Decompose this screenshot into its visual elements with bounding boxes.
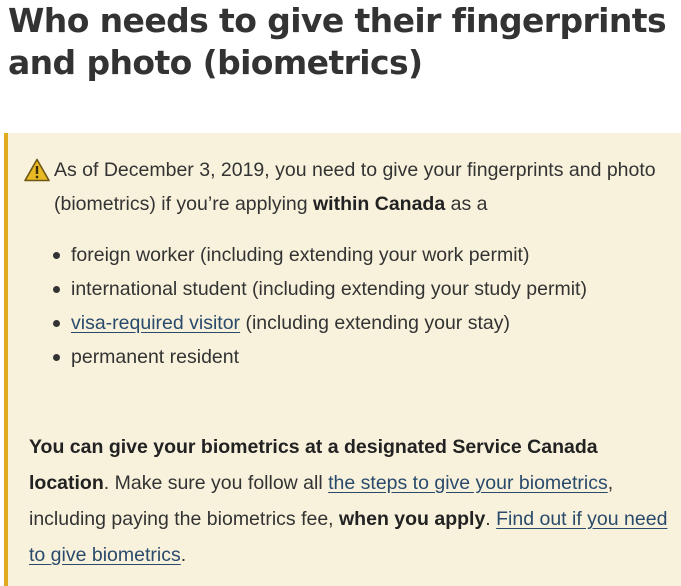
closing-text: . Make sure you follow all <box>103 472 329 494</box>
list-item-text: (including extending your stay) <box>240 312 510 334</box>
list-item-text: foreign worker (including extending your work permit) <box>71 244 530 266</box>
page-title: Who needs to give their fingerprints and photo (biometrics) <box>8 1 666 82</box>
warning-triangle-icon <box>24 158 50 182</box>
closing-text: , including paying the biometrics fee, <box>29 472 614 530</box>
bullet-icon <box>53 354 60 361</box>
find-out-if-need-biometrics-link[interactable]: Find out if you need to give biometrics <box>29 508 668 566</box>
closing-text: . <box>485 508 497 530</box>
closing-text: . <box>180 544 187 566</box>
bullet-icon <box>53 320 60 327</box>
intro-tail: as a <box>445 193 488 215</box>
biometrics-notice <box>4 133 681 586</box>
intro-text: As of December 3, 2019, you need to give your fingerprints and photo (biometrics) if you’re applying <box>54 159 656 215</box>
list-item-foreign-worker <box>8 238 611 272</box>
intro-bold-location: within Canada <box>313 193 446 215</box>
bullet-icon <box>53 252 60 259</box>
list-item-text: permanent resident <box>71 346 240 368</box>
visa-required-visitor-link[interactable]: visa-required visitor <box>71 312 241 334</box>
list-item-international-student <box>8 272 611 306</box>
applicant-list <box>8 238 680 374</box>
notice-closing <box>29 429 675 573</box>
list-item-text: international student (including extending your study permit) <box>71 278 587 300</box>
bullet-icon <box>53 286 60 293</box>
list-item-permanent-resident <box>8 340 611 374</box>
notice-intro <box>54 153 680 221</box>
closing-bold-when: when you apply <box>339 508 486 530</box>
list-item-visa-required-visitor <box>8 306 611 340</box>
closing-bold-location: You can give your biometrics at a designated Service Canada location <box>29 436 598 494</box>
steps-to-give-biometrics-link[interactable]: the steps to give your biometrics <box>328 472 608 494</box>
